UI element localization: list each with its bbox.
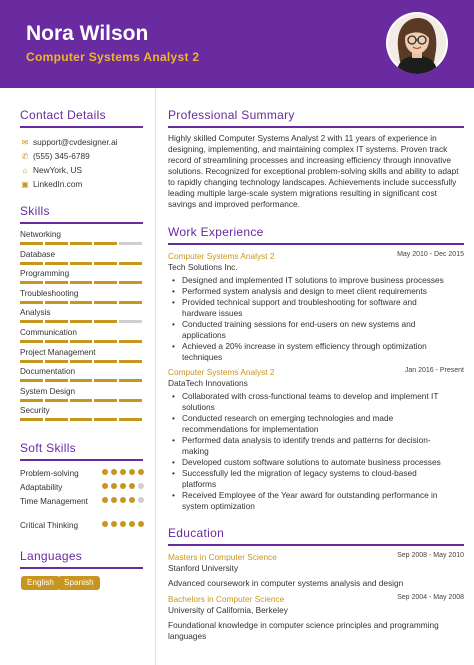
job-dates: May 2010 - Dec 2015 (397, 251, 464, 258)
skill-level-segment (70, 360, 93, 363)
soft-skill-rating (102, 497, 144, 503)
job-bullet: • Designed and implemented IT solutions to improve business processes (168, 275, 448, 286)
languages-rule (20, 567, 143, 569)
rating-dot (129, 469, 135, 475)
job-bullets (168, 275, 448, 363)
rating-dot (120, 521, 126, 527)
summary-heading: Professional Summary (168, 108, 295, 122)
soft-skills-heading: Soft Skills (20, 441, 76, 455)
skill-level-bar (20, 379, 142, 382)
skill-level-segment (119, 340, 142, 343)
skill-level-segment (45, 262, 68, 265)
school-name: Stanford University (168, 563, 239, 573)
skill-level-segment (45, 301, 68, 304)
language-badge: English (21, 576, 60, 590)
skill-level-segment (94, 320, 117, 323)
skill-label: Security (20, 406, 50, 416)
skill-level-segment (119, 301, 142, 304)
skill-level-segment (45, 399, 68, 402)
experience-rule (168, 243, 464, 245)
skill-level-segment (119, 360, 142, 363)
skill-level-bar (20, 320, 142, 323)
skill-level-segment (45, 360, 68, 363)
header-banner (0, 0, 474, 88)
job-company: Tech Solutions Inc. (168, 262, 238, 272)
job-company: DataTech Innovations (168, 378, 248, 388)
degree-dates: Sep 2004 - May 2008 (397, 594, 464, 601)
skill-level-segment (119, 320, 142, 323)
soft-skill-label: Time Management (20, 497, 88, 506)
skill-item (20, 269, 142, 278)
skill-level-segment (119, 242, 142, 245)
rating-dot (111, 469, 117, 475)
skill-level-segment (70, 320, 93, 323)
skill-level-bar (20, 242, 142, 245)
languages-heading: Languages (20, 549, 83, 563)
job-bullet: • Developed custom software solutions to automate business processes (168, 457, 448, 468)
skill-level-segment (20, 418, 43, 421)
skill-level-segment (119, 418, 142, 421)
rating-dot (120, 469, 126, 475)
skill-level-segment (20, 281, 43, 284)
rating-dot (120, 483, 126, 489)
skill-level-segment (45, 320, 68, 323)
skill-item (20, 387, 142, 396)
profile-photo-icon (386, 12, 448, 74)
skill-level-segment (94, 360, 117, 363)
job-dates: Jan 2016 - Present (404, 367, 464, 374)
job-bullet: • Collaborated with cross-functional teams to develop and implement IT solutions (168, 391, 448, 413)
skill-level-segment (94, 262, 117, 265)
skill-item (20, 230, 142, 239)
rating-dot (138, 521, 144, 527)
soft-skills-rule (20, 459, 143, 461)
main-content (157, 88, 474, 665)
soft-skill-rating (102, 469, 144, 475)
candidate-name: Nora Wilson (26, 22, 149, 45)
job-bullet: • Conducted research on emerging technologies and made recommendations for implementation (168, 413, 448, 435)
contact-phone[interactable] (20, 151, 90, 161)
skill-label: Project Management (20, 347, 96, 357)
skill-level-segment (20, 242, 43, 245)
skill-label: Programming (20, 269, 70, 279)
skill-item (20, 308, 142, 317)
degree-description: Foundational knowledge in computer science principles and programming languages (168, 620, 439, 641)
skill-level-bar (20, 399, 142, 402)
rating-dot (111, 521, 117, 527)
skill-level-segment (20, 360, 43, 363)
location-pin-icon: ⌂ (22, 166, 28, 175)
skill-level-segment (70, 242, 93, 245)
linkedin-icon: ▣ (21, 180, 29, 189)
degree-title: Masters in Computer Science (168, 552, 277, 562)
skill-level-segment (20, 320, 43, 323)
envelope-icon: ✉ (21, 138, 29, 147)
skill-item (20, 328, 142, 337)
skill-level-segment (119, 379, 142, 382)
skill-level-segment (45, 281, 68, 284)
skill-level-bar (20, 418, 142, 421)
skill-label: Troubleshooting (20, 288, 79, 298)
education-rule (168, 544, 464, 546)
rating-dot (111, 497, 117, 503)
rating-dot (102, 469, 108, 475)
candidate-title: Computer Systems Analyst 2 (26, 50, 200, 64)
skill-item (20, 289, 142, 298)
rating-dot (129, 483, 135, 489)
education-heading: Education (168, 526, 225, 540)
contact-phone-text: (555) 345-6789 (33, 151, 90, 161)
job-title: Computer Systems Analyst 2 (168, 251, 275, 261)
column-divider (155, 88, 156, 665)
skill-label: Communication (20, 328, 77, 337)
job-bullet: • Performed data analysis to identify trends and patterns for decision-making (168, 435, 448, 457)
contact-linkedin[interactable] (20, 179, 82, 189)
rating-dot (120, 497, 126, 503)
soft-skill-rating (102, 521, 144, 527)
contact-location (20, 165, 82, 175)
skill-item (20, 406, 142, 415)
skill-level-segment (119, 262, 142, 265)
rating-dot (129, 521, 135, 527)
job-bullet: • Successfully led the migration of legacy systems to cloud-based platforms (168, 468, 448, 490)
degree-title: Bachelors in Computer Science (168, 594, 285, 604)
rating-dot (129, 497, 135, 503)
degree-description: Advanced coursework in computer systems analysis and design (168, 578, 404, 588)
job-bullet: • Received Employee of the Year award for outstanding performance in system optimization (168, 490, 448, 512)
skill-level-bar (20, 360, 142, 363)
skill-level-segment (45, 242, 68, 245)
contact-email-text: support@cvdesigner.ai (33, 137, 118, 147)
skill-level-bar (20, 281, 142, 284)
skills-rule (20, 222, 143, 224)
skill-level-segment (70, 340, 93, 343)
skill-level-segment (70, 301, 93, 304)
contact-linkedin-text: LinkedIn.com (33, 179, 83, 189)
skill-level-segment (20, 262, 43, 265)
skill-item (20, 250, 142, 259)
skills-heading: Skills (20, 204, 50, 218)
skill-level-segment (119, 399, 142, 402)
skill-level-segment (70, 262, 93, 265)
skill-level-segment (94, 340, 117, 343)
skill-level-segment (119, 281, 142, 284)
job-bullet: • Achieved a 20% increase in system efficiency through optimization techniques (168, 341, 448, 363)
skill-label: Documentation (20, 367, 76, 377)
skill-level-segment (20, 399, 43, 402)
rating-dot (138, 469, 144, 475)
skill-label: Networking (20, 230, 61, 239)
skill-level-segment (94, 301, 117, 304)
skill-level-segment (94, 242, 117, 245)
soft-skill-label: Adaptability (20, 483, 63, 492)
rating-dot (138, 497, 144, 503)
skill-level-bar (20, 340, 142, 343)
skill-level-bar (20, 262, 142, 265)
experience-heading: Work Experience (168, 225, 264, 239)
skill-level-segment (94, 281, 117, 284)
contact-rule (20, 126, 143, 128)
skill-level-segment (20, 340, 43, 343)
job-bullet: • Conducted training sessions for end-users on new systems and applications (168, 319, 448, 341)
skill-level-segment (70, 379, 93, 382)
rating-dot (138, 483, 144, 489)
skill-level-segment (94, 399, 117, 402)
contact-location-text: NewYork, US (33, 165, 83, 175)
skill-level-bar (20, 301, 142, 304)
language-badge: Spanish (58, 576, 100, 590)
skill-level-segment (45, 418, 68, 421)
job-title: Computer Systems Analyst 2 (168, 367, 275, 377)
rating-dot (102, 521, 108, 527)
school-name: University of California, Berkeley (168, 605, 288, 615)
skill-level-segment (70, 418, 93, 421)
avatar (386, 12, 448, 74)
soft-skill-rating (102, 483, 144, 489)
skill-label: System Design (20, 386, 76, 396)
skill-label: Analysis (20, 308, 51, 318)
skill-item (20, 367, 142, 376)
soft-skill-label: Problem-solving (20, 469, 79, 478)
skill-level-segment (20, 379, 43, 382)
job-bullet: • Provided technical support and troubleshooting for software and hardware issues (168, 297, 448, 319)
soft-skill-label: Critical Thinking (20, 521, 79, 530)
phone-icon: ✆ (21, 152, 29, 161)
contact-email[interactable] (20, 137, 118, 147)
summary-text: Highly skilled Computer Systems Analyst 2 with 11 years of experience in designing, implementing, and maintaining complex IT systems. Proven track record of streamlining processes and increasing efficiency through innovative solutions. Recognized for exceptional problem-solving skills and ability to adapt to rapidly changing technology landscapes. Achievements include successfully leading multiple large-scale system migrations resulting in significant cost savings and improved performance. (168, 133, 459, 209)
skill-item (20, 348, 142, 357)
skill-level-segment (45, 340, 68, 343)
degree-dates: Sep 2008 - May 2010 (397, 552, 464, 559)
skill-level-segment (94, 418, 117, 421)
skill-level-segment (20, 301, 43, 304)
rating-dot (102, 483, 108, 489)
skill-level-segment (70, 399, 93, 402)
job-bullets (168, 391, 448, 512)
job-bullet: • Performed system analysis and design to meet client requirements (168, 286, 448, 297)
skill-level-segment (45, 379, 68, 382)
skill-level-segment (70, 281, 93, 284)
summary-rule (168, 126, 464, 128)
skill-label: Database (20, 249, 56, 259)
rating-dot (102, 497, 108, 503)
rating-dot (111, 483, 117, 489)
skill-level-segment (94, 379, 117, 382)
contact-heading: Contact Details (20, 108, 106, 122)
